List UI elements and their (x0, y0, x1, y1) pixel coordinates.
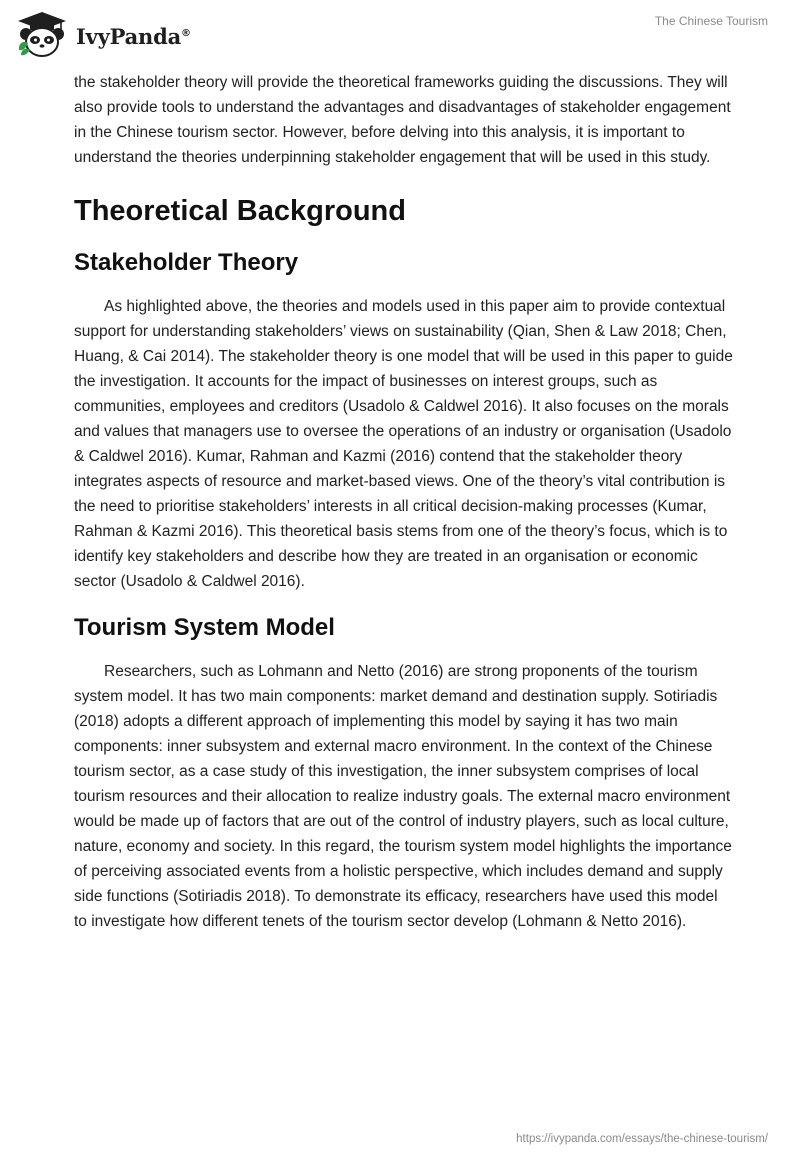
subsection-heading-tourism-system-model: Tourism System Model (74, 614, 335, 641)
logo-wordmark (76, 24, 191, 49)
panda-graduate-icon (16, 8, 68, 60)
tourism-system-model-paragraph: Researchers, such as Lohmann and Netto (2016) are strong proponents of the tourism system model. It has two main components: market demand and destination supply. Sotiriadis (2018) adopts a different approach of implementing this model by saying it has two main components: inner subsystem and external macro environment. In the context of the Chinese tourism sector, as a case study of this investigation, the inner subsystem comprises of local tourism resources and their allocation to realize industry goals. The external macro environment would be made up of factors that are out of the control of industry players, such as local culture, nature, economy and society. In this regard, the tourism system model highlights the importance of perceiving associated events from a holistic perspective, which includes demand and supply side functions (Sotiriadis 2018). To demonstrate its efficacy, researchers have used this model to investigate how different tenets of the tourism sector develop (Lohmann & Netto 2016). (74, 663, 732, 930)
subsection-heading-stakeholder-theory: Stakeholder Theory (74, 249, 299, 276)
registered-mark: ® (181, 27, 191, 39)
ivypanda-logo[interactable] (16, 8, 191, 60)
page-header (0, 0, 800, 70)
source-url[interactable]: https://ivypanda.com/essays/the-chinese-tourism/ (516, 1133, 768, 1145)
logo-text: IvyPanda (76, 23, 182, 49)
section-heading: Theoretical Background (74, 195, 406, 227)
document-title: The Chinese Tourism (654, 14, 768, 28)
intro-paragraph: the stakeholder theory will provide the theoretical frameworks guiding the discussions. They will also provide tools to understand the advantages and disadvantages of stakeholder engagement in the Chinese tourism sector. However, before delving into this analysis, it is important to understand the theories underpinning stakeholder engagement that will be used in this study. (74, 74, 731, 166)
essay-content (74, 70, 734, 934)
stakeholder-theory-paragraph: As highlighted above, the theories and models used in this paper aim to provide contextual support for understanding stakeholders’ views on sustainability (Qian, Shen & Law 2018; Chen, Huang, & Cai 2014). The stakeholder theory is one model that will be used in this paper to guide the investigation. It accounts for the impact of businesses on interest groups, such as communities, employees and creditors (Usadolo & Caldwel 2016). It also focuses on the morals and values that managers use to oversee the operations of an industry or organisation (Usadolo & Caldwel 2016). Kumar, Rahman and Kazmi (2016) contend that the stakeholder theory integrates aspects of resource and market-based views. One of the theory’s vital contribution is the need to prioritise stakeholders’ interests in all critical decision-making processes (Kumar, Rahman & Kazmi 2016). This theoretical basis stems from one of the theory’s focus, which is to identify key stakeholders and describe how they are treated in an organisation or economic sector (Usadolo & Caldwel 2016). (74, 298, 733, 590)
